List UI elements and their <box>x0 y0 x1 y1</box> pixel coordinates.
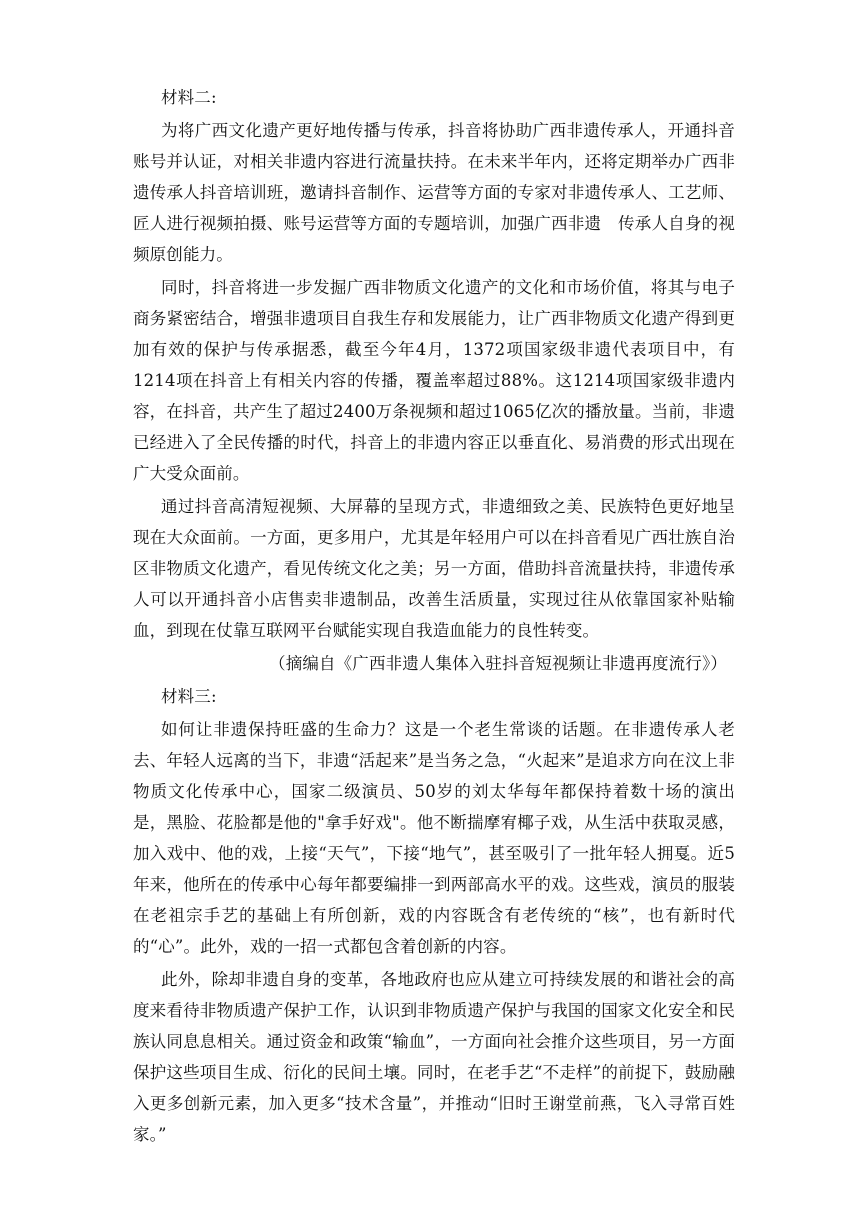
material-two-paragraph-2: 同时，抖音将进一步发掘广西非物质文化遗产的文化和市场价值，将其与电子商务紧密结合，增强非遗项目自我生存和发展能力，让广西非物质文化遗产得到更加有效的保护与传承据悉，截至今年4月，1372项国家级非遗代表项目中，有1214项在抖音上有相关内容的传播，覆盖率超过88%。这1214项国家级非遗内容，在抖音，共产生了超过2400万条视频和超过1065亿次的播放量。当前，非遗已经进入了全民传播的时代，抖音上的非遗内容正以垂直化、易消费的形式出现在广大受众面前。 <box>133 278 735 483</box>
material-two-label: 材料二: <box>161 88 217 107</box>
material-three-paragraph-1: 如何让非遗保持旺盛的生命力？这是一个老生常谈的话题。在非遗传承人老去、年轻人远离的当下，非遗“活起来”是当务之急，“火起来”是追求方向在汶上非物质文化传承中心，国家二级演员、50岁的刘太华每年都保持着数十场的演出是，黑脸、花脸都是他的"拿手好戏"。他不断揣摩宥椰子戏，从生活中获取灵感，加入戏中、他的戏，上接“天气”，下接“地气”，甚至吸引了一批年轻人拥戛。近5年来，他所在的传承中心每年都要编排一到两部高水平的戏。这些戏，演员的服装在老祖宗手艺的基础上有所创新，戏的内容既含有老传统的“核”，也有新时代的“心”。此外，戏的一招一式都包含着创新的内容。 <box>133 720 735 956</box>
material-two-paragraph-1: 为将广西文化遗产更好地传播与传承，抖音将协助广西非遗传承人，开通抖音账号并认证，对相关非遗内容进行流量扶持。在未来半年内，还将定期举办广西非遗传承人抖音培训班，邀请抖音制作、运营等方面的专家对非遗传承人、工艺师、匠人进行视频拍摄、账号运营等方面的专题培训，加强广西非遗 传承人自身的视频原创能力。 <box>133 121 735 264</box>
material-two-source-citation: （摘编自《广西非遗人集体入驻抖音短视频让非遗再度流行》） <box>269 654 727 673</box>
material-three-paragraph-2: 此外，除却非遗自身的变革，各地政府也应从建立可持续发展的和谐社会的高度来看待非物质遗产保护工作，认识到非物质遗产保护与我国的国家文化安全和民族认同息息相关。通过资金和政策“输血”，一方面向社会推介这些项目，另一方面保护这些项目生成、衍化的民间土壤。同时，在老手艺“不走样”的前捉下，鼓励融入更多创新元素，加入更多“技术含量”，并推动“旧时王谢堂前燕，飞入寻常百姓家。” <box>133 970 735 1144</box>
material-two-paragraph-3: 通过抖音高清短视频、大屏幕的呈现方式，非遗细致之美、民族特色更好地呈现在大众面前。一方面，更多用户，尤其是年轻用户可以在抖音看见广西壮族自治区非物质文化遗产，看见传统文化之美；另一方面，借助抖音流量扶持，非遗传承人可以开通抖音小店售卖非遗制品，改善生活质量，实现过往从依靠国家补贴输血，到现在仗靠互联网平台赋能实现自我造血能力的良性转变。 <box>133 497 735 640</box>
article-body <box>133 82 735 1152</box>
material-three-label: 材料三: <box>161 687 217 706</box>
